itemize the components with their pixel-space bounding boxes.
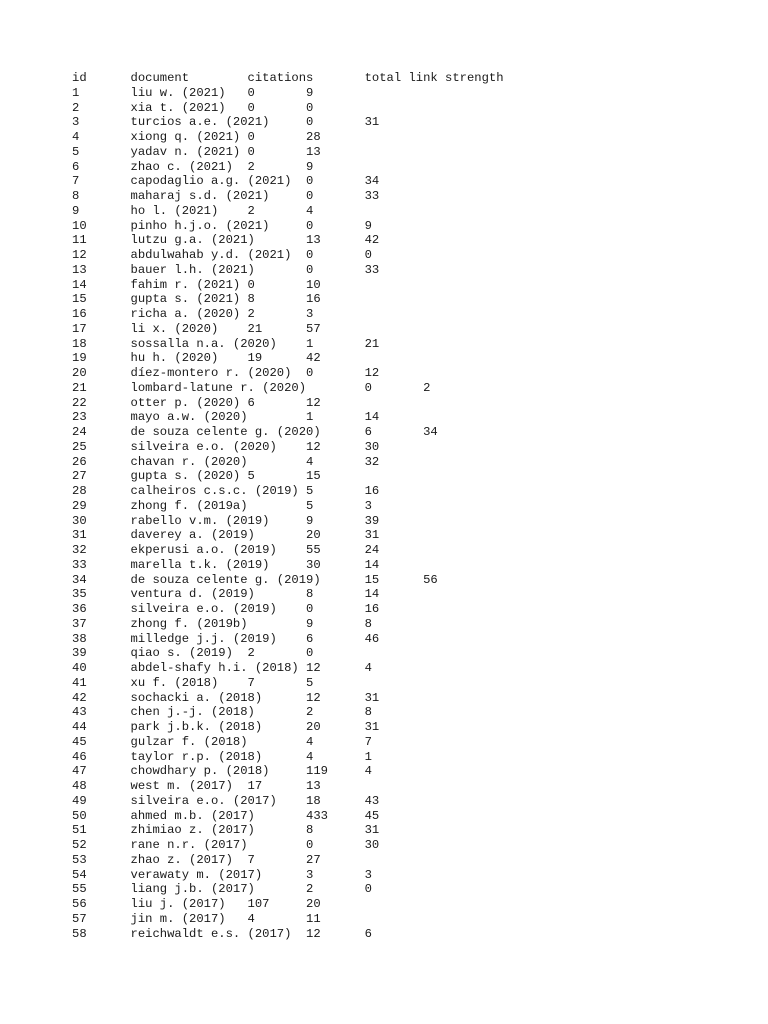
table-row: 15 gupta s. (2021) 8 16	[72, 292, 321, 307]
table-row: 3 turcios a.e. (2021) 0 31	[72, 115, 380, 130]
table-row: 28 calheiros c.s.c. (2019) 5 16	[72, 484, 380, 498]
table-row: 23 mayo a.w. (2020) 1 14	[72, 410, 380, 425]
table-row: 21 lombard-latune r. (2020) 0 2	[72, 380, 431, 395]
table-row: 20 díez-montero r. (2020) 0 12	[72, 366, 380, 380]
table-row: 57 jin m. (2017) 4 11	[72, 911, 321, 926]
tab-delimited-table	[72, 71, 504, 941]
table-row: 14 fahim r. (2021) 0 10	[72, 277, 321, 292]
table-row: 4 xiong q. (2021) 0 28	[72, 130, 321, 144]
table-row: 39 qiao s. (2019) 2 0	[72, 646, 314, 661]
table-row: 16 richa a. (2020) 2 3	[72, 307, 314, 321]
table-row: 19 hu h. (2020) 19 42	[72, 351, 321, 366]
table-row: 11 lutzu g.a. (2021) 13 42	[72, 233, 380, 248]
table-row: 42 sochacki a. (2018) 12 31	[72, 690, 380, 705]
table-row: 30 rabello v.m. (2019) 9 39	[72, 513, 380, 528]
table-row: 1 liu w. (2021) 0 9	[72, 85, 314, 100]
table-row: 33 marella t.k. (2019) 30 14	[72, 557, 380, 572]
table-row: 22 otter p. (2020) 6 12	[72, 395, 321, 410]
table-row: 7 capodaglio a.g. (2021) 0 34	[72, 174, 380, 189]
table-row: 53 zhao z. (2017) 7 27	[72, 852, 321, 867]
table-row: 41 xu f. (2018) 7 5	[72, 675, 314, 690]
table-row: 46 taylor r.p. (2018) 4 1	[72, 749, 372, 764]
table-row: 2 xia t. (2021) 0 0	[72, 100, 314, 115]
table-header-line: id document citations total link strength	[72, 71, 504, 85]
table-row: 44 park j.b.k. (2018) 20 31	[72, 720, 380, 734]
table-row: 34 de souza celente g. (2019) 15 56	[72, 572, 438, 587]
table-row: 32 ekperusi a.o. (2019) 55 24	[72, 543, 380, 557]
table-row: 18 sossalla n.a. (2020) 1 21	[72, 336, 380, 351]
table-row: 49 silveira e.o. (2017) 18 43	[72, 793, 380, 808]
table-row: 51 zhimiao z. (2017) 8 31	[72, 823, 380, 838]
table-row: 55 liang j.b. (2017) 2 0	[72, 882, 372, 897]
table-row: 10 pinho h.j.o. (2021) 0 9	[72, 218, 372, 233]
table-row: 58 reichwaldt e.s. (2017) 12 6	[72, 926, 372, 941]
table-row: 54 verawaty m. (2017) 3 3	[72, 867, 372, 882]
table-row: 47 chowdhary p. (2018) 119 4	[72, 764, 372, 779]
table-row: 52 rane n.r. (2017) 0 30	[72, 838, 380, 852]
table-row: 35 ventura d. (2019) 8 14	[72, 587, 380, 602]
table-row: 38 milledge j.j. (2019) 6 46	[72, 631, 380, 646]
table-row: 29 zhong f. (2019a) 5 3	[72, 498, 372, 513]
table-row: 27 gupta s. (2020) 5 15	[72, 469, 321, 484]
table-row: 6 zhao c. (2021) 2 9	[72, 159, 314, 174]
table-row: 37 zhong f. (2019b) 9 8	[72, 616, 372, 631]
table-row: 24 de souza celente g. (2020) 6 34	[72, 425, 438, 439]
table-row: 26 chavan r. (2020) 4 32	[72, 454, 380, 469]
table-row: 9 ho l. (2021) 2 4	[72, 203, 314, 218]
table-row: 12 abdulwahab y.d. (2021) 0 0	[72, 248, 372, 262]
table-row: 8 maharaj s.d. (2021) 0 33	[72, 189, 380, 203]
table-row: 5 yadav n. (2021) 0 13	[72, 144, 321, 159]
table-row: 36 silveira e.o. (2019) 0 16	[72, 602, 380, 616]
table-row: 45 gulzar f. (2018) 4 7	[72, 734, 372, 749]
table-row: 43 chen j.-j. (2018) 2 8	[72, 705, 372, 720]
table-row: 13 bauer l.h. (2021) 0 33	[72, 262, 380, 277]
table-row: 40 abdel-shafy h.i. (2018) 12 4	[72, 661, 372, 675]
table-row: 48 west m. (2017) 17 13	[72, 779, 321, 793]
table-row: 25 silveira e.o. (2020) 12 30	[72, 439, 380, 454]
table-row: 50 ahmed m.b. (2017) 433 45	[72, 808, 380, 823]
table-row: 56 liu j. (2017) 107 20	[72, 897, 321, 911]
table-row: 17 li x. (2020) 21 57	[72, 321, 321, 336]
table-row: 31 daverey a. (2019) 20 31	[72, 528, 380, 543]
